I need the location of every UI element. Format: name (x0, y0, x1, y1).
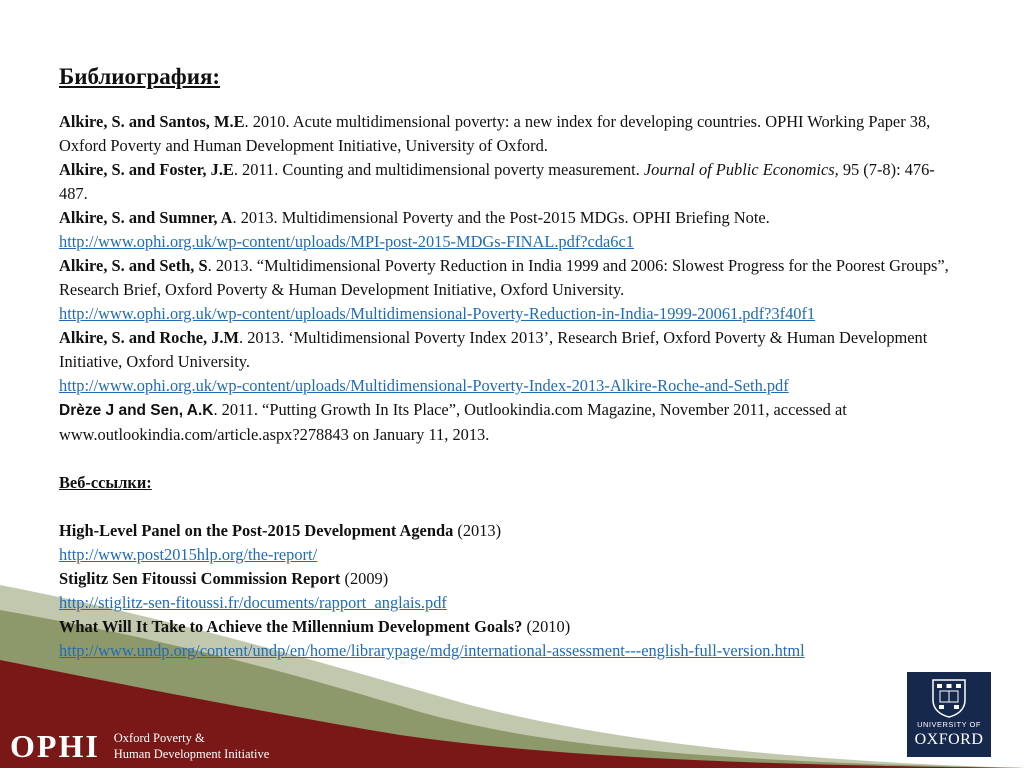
weblink-item (59, 615, 959, 663)
reference-item (59, 326, 959, 398)
reference-item (59, 110, 959, 158)
weblink-title: What Will It Take to Achieve the Millennium Development Goals? (59, 617, 523, 636)
weblink-title: Stiglitz Sen Fitoussi Commission Report (59, 569, 341, 588)
ophi-name-line2: Human Development Initiative (113, 747, 270, 761)
weblink-year: (2013) (453, 521, 502, 540)
weblink-year: (2009) (340, 569, 389, 588)
weblink-url[interactable]: http://www.post2015hlp.org/the-report/ (59, 545, 318, 564)
reference-text: . 2011. Counting and multidimensional poverty measurement. (233, 160, 644, 179)
reference-author: Alkire, S. and Foster, J.E (59, 160, 234, 179)
reference-item (59, 206, 959, 254)
weblink-item (59, 519, 959, 567)
reference-text: 95 (7-8): 476-487. (59, 160, 935, 203)
weblink-item (59, 567, 959, 615)
reference-text: . 2013. ‘Multidimensional Poverty Index 2013’, Research Brief, Oxford Poverty & Human Development Initiative, Oxford University. (59, 328, 928, 371)
weblink-title: High-Level Panel on the Post-2015 Development Agenda (59, 521, 454, 540)
weblinks-heading: Веб-ссылки: (59, 473, 152, 492)
reference-author: Alkire, S. and Sumner, A (59, 208, 233, 227)
reference-text: . 2013. “Multidimensional Poverty Reduction in India 1999 and 2006: Slowest Progress for the Poorest Groups”, Research Brief, Oxford Poverty & Human Development Initiative, Oxford University. (59, 256, 949, 299)
reference-journal: Journal of Public Economics, (643, 160, 839, 179)
reference-item (59, 398, 959, 447)
reference-text: . 2011. “Putting Growth In Its Place”, Outlookindia.com Magazine, November 2011, accessed at www.outlookindia.com/article.aspx?278843 on January 11, 2013. (59, 400, 847, 444)
reference-author: Alkire, S. and Seth, S (59, 256, 208, 275)
reference-link[interactable]: http://www.ophi.org.uk/wp-content/uploads/Multidimensional-Poverty-Index-2013-Alkire-Roche-and-Seth.pdf (59, 376, 789, 395)
reference-author: Alkire, S. and Roche, J.M (59, 328, 240, 347)
bibliography-heading: Библиография: (59, 64, 221, 89)
reference-author: Alkire, S. and Santos, M.E (59, 112, 245, 131)
weblink-url[interactable]: http://stiglitz-sen-fitoussi.fr/documents/rapport_anglais.pdf (59, 593, 447, 612)
weblink-year: (2010) (522, 617, 571, 636)
ophi-name-line1: Oxford Poverty & (113, 731, 205, 745)
reference-item (59, 158, 959, 206)
reference-link[interactable]: http://www.ophi.org.uk/wp-content/uploads/Multidimensional-Poverty-Reduction-in-India-1999-20061.pdf?3f40f1 (59, 304, 816, 323)
reference-item (59, 254, 959, 326)
reference-author: Drèze J and Sen, A.K (59, 402, 214, 419)
reference-text: . 2013. Multidimensional Poverty and the Post-2015 MDGs. OPHI Briefing Note. (232, 208, 770, 227)
ophi-fullname (114, 730, 270, 762)
weblink-url[interactable]: http://www.undp.org/content/undp/en/home/librarypage/mdg/international-assessment---english-full-version.html (59, 641, 805, 660)
ophi-logo (10, 728, 269, 764)
slide-content (59, 62, 959, 663)
oxford-wordmark: OXFORD (914, 731, 984, 748)
oxford-univ-text: UNIVERSITY OF (917, 720, 981, 729)
oxford-university-logo (907, 672, 991, 757)
oxford-crest-icon (931, 678, 967, 718)
spacer (59, 495, 959, 519)
spacer (59, 447, 959, 471)
reference-link[interactable]: http://www.ophi.org.uk/wp-content/uploads/MPI-post-2015-MDGs-FINAL.pdf?cda6c1 (59, 232, 634, 251)
ophi-wordmark: OPHI (10, 727, 100, 764)
reference-text: . 2010. Acute multidimensional poverty: a new index for developing countries. OPHI Working Paper 38, Oxford Poverty and Human Development Initiative, University of Oxford. (59, 112, 931, 155)
